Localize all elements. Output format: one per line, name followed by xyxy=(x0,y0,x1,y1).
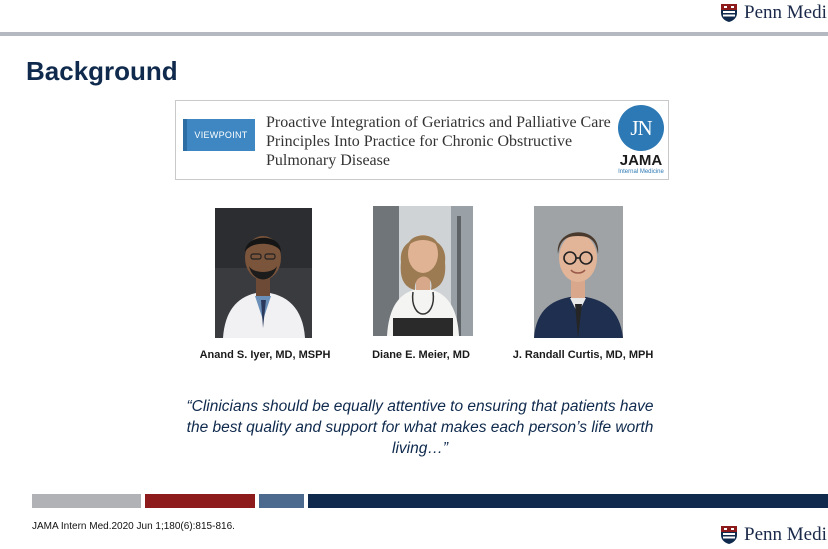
author-photo xyxy=(373,206,473,336)
penn-shield-icon xyxy=(720,3,738,23)
article-title: Proactive Integration of Geriatrics and Palliative Care Principles Into Practice for Chronic Obstructive Pulmonary Disease xyxy=(266,114,611,169)
footer-bar-maroon xyxy=(145,494,255,508)
author-photo xyxy=(215,208,312,338)
header-divider xyxy=(0,32,828,36)
jama-network-logo-icon: JN xyxy=(618,105,664,151)
author-name: J. Randall Curtis, MD, MPH xyxy=(512,349,654,361)
penn-medicine-logo xyxy=(720,2,827,24)
author-name: Anand S. Iyer, MD, MSPH xyxy=(199,349,331,361)
footer-bar-navy xyxy=(308,494,828,508)
footer-bar-grey xyxy=(32,494,141,508)
article-banner xyxy=(175,100,669,180)
footer-bar-steel xyxy=(259,494,304,508)
journal-subtitle: Internal Medicine xyxy=(618,169,664,175)
quote: “Clinicians should be equally attentive to ensuring that patients have the best quality and support for what makes each person’s life worth living…” xyxy=(186,398,654,457)
penn-shield-icon xyxy=(720,525,738,545)
journal-name: JAMA xyxy=(619,152,663,169)
author-photo xyxy=(534,206,623,338)
author-name: Diane E. Meier, MD xyxy=(372,349,470,361)
penn-medicine-logo xyxy=(720,524,827,546)
slide-title: Background xyxy=(26,56,178,86)
viewpoint-tag: VIEWPOINT xyxy=(183,119,255,151)
logo-text: Penn Medi xyxy=(744,524,827,545)
citation: JAMA Intern Med.2020 Jun 1;180(6):815-816. xyxy=(32,521,235,532)
logo-text: Penn Medi xyxy=(744,2,827,23)
